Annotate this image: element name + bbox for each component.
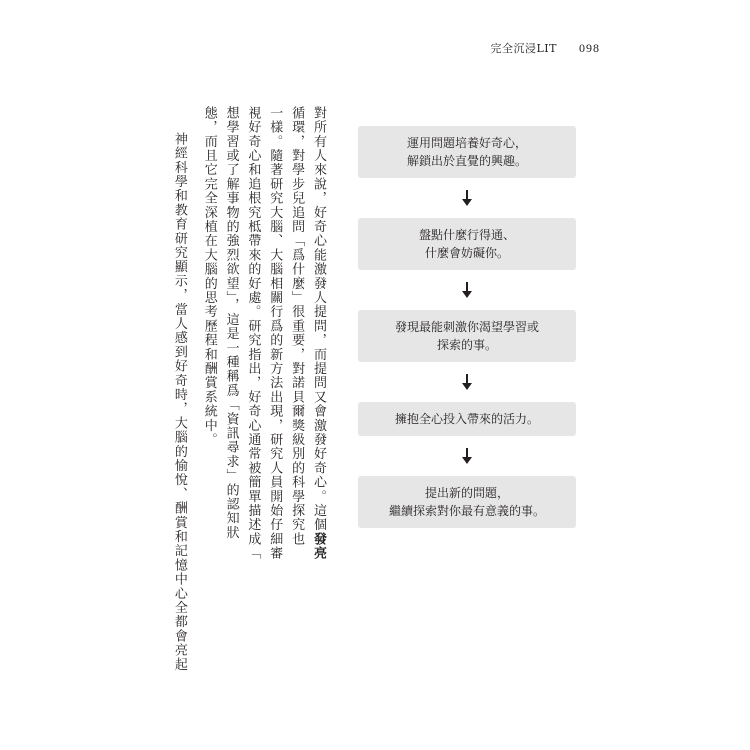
flow-step-2	[358, 218, 576, 270]
body-column-6: 態，而且它完全深植在大腦的思考歷程和酬賞系統中。	[201, 106, 217, 447]
page-number: 098	[579, 41, 600, 55]
book-title: 完全沉浸LIT	[490, 42, 557, 55]
down-arrow-icon	[358, 178, 576, 218]
flow-step-2-line-2: 什麼會妨礙你。	[424, 246, 509, 260]
flow-step-4	[358, 402, 576, 436]
emphasis-text: 發亮	[311, 532, 326, 561]
flow-step-5-line-1: 提出新的問題，	[424, 486, 509, 500]
body-column-4: 視好奇心和追根究柢帶來的好處。研究指出，好奇心通常被簡單描述成「	[245, 106, 261, 561]
flow-step-4-line-1: 擁抱全心投入帶來的活力。	[394, 412, 539, 426]
flow-step-1-line-2: 解鎖出於直覺的興趣。	[406, 154, 527, 168]
body-column-1-text: 對所有人來說，好奇心能激發人提問，而提問又會激發好奇心。這個	[311, 106, 326, 532]
flow-step-1	[358, 126, 576, 178]
body-text	[170, 106, 330, 696]
flow-step-2-line-1: 盤點什麼行得通、	[418, 228, 515, 242]
flow-step-1-line-1: 運用問題培養好奇心，	[406, 136, 527, 150]
flowchart	[358, 126, 576, 528]
body-column-1	[309, 106, 330, 696]
body-column-2: 循環，對學步兒追問「爲什麼」很重要，對諾貝爾獎級別的科學探究也	[289, 106, 305, 547]
down-arrow-icon	[358, 270, 576, 310]
body-column-7: 神經科學和教育研究顯示，當人感到好奇時，大腦的愉悅、酬賞和記憶中心全都會亮起	[171, 132, 187, 672]
flow-step-5-line-2: 繼續探索對你最有意義的事。	[388, 504, 545, 518]
flow-step-3-line-2: 探索的事。	[436, 338, 497, 352]
body-column-5: 想學習或了解事物的強烈欲望」，這是一種稱爲「資訊尋求」的認知狀	[223, 106, 239, 540]
flow-step-5	[358, 476, 576, 528]
flow-step-3-line-1: 發現最能刺激你渴望學習或	[394, 320, 539, 334]
down-arrow-icon	[358, 436, 576, 476]
body-column-3: 一樣。隨著研究大腦、大腦相關行爲的新方法出現，研究人員開始仔細審	[267, 106, 283, 561]
running-header	[491, 40, 601, 56]
down-arrow-icon	[358, 362, 576, 402]
flow-step-3	[358, 310, 576, 362]
